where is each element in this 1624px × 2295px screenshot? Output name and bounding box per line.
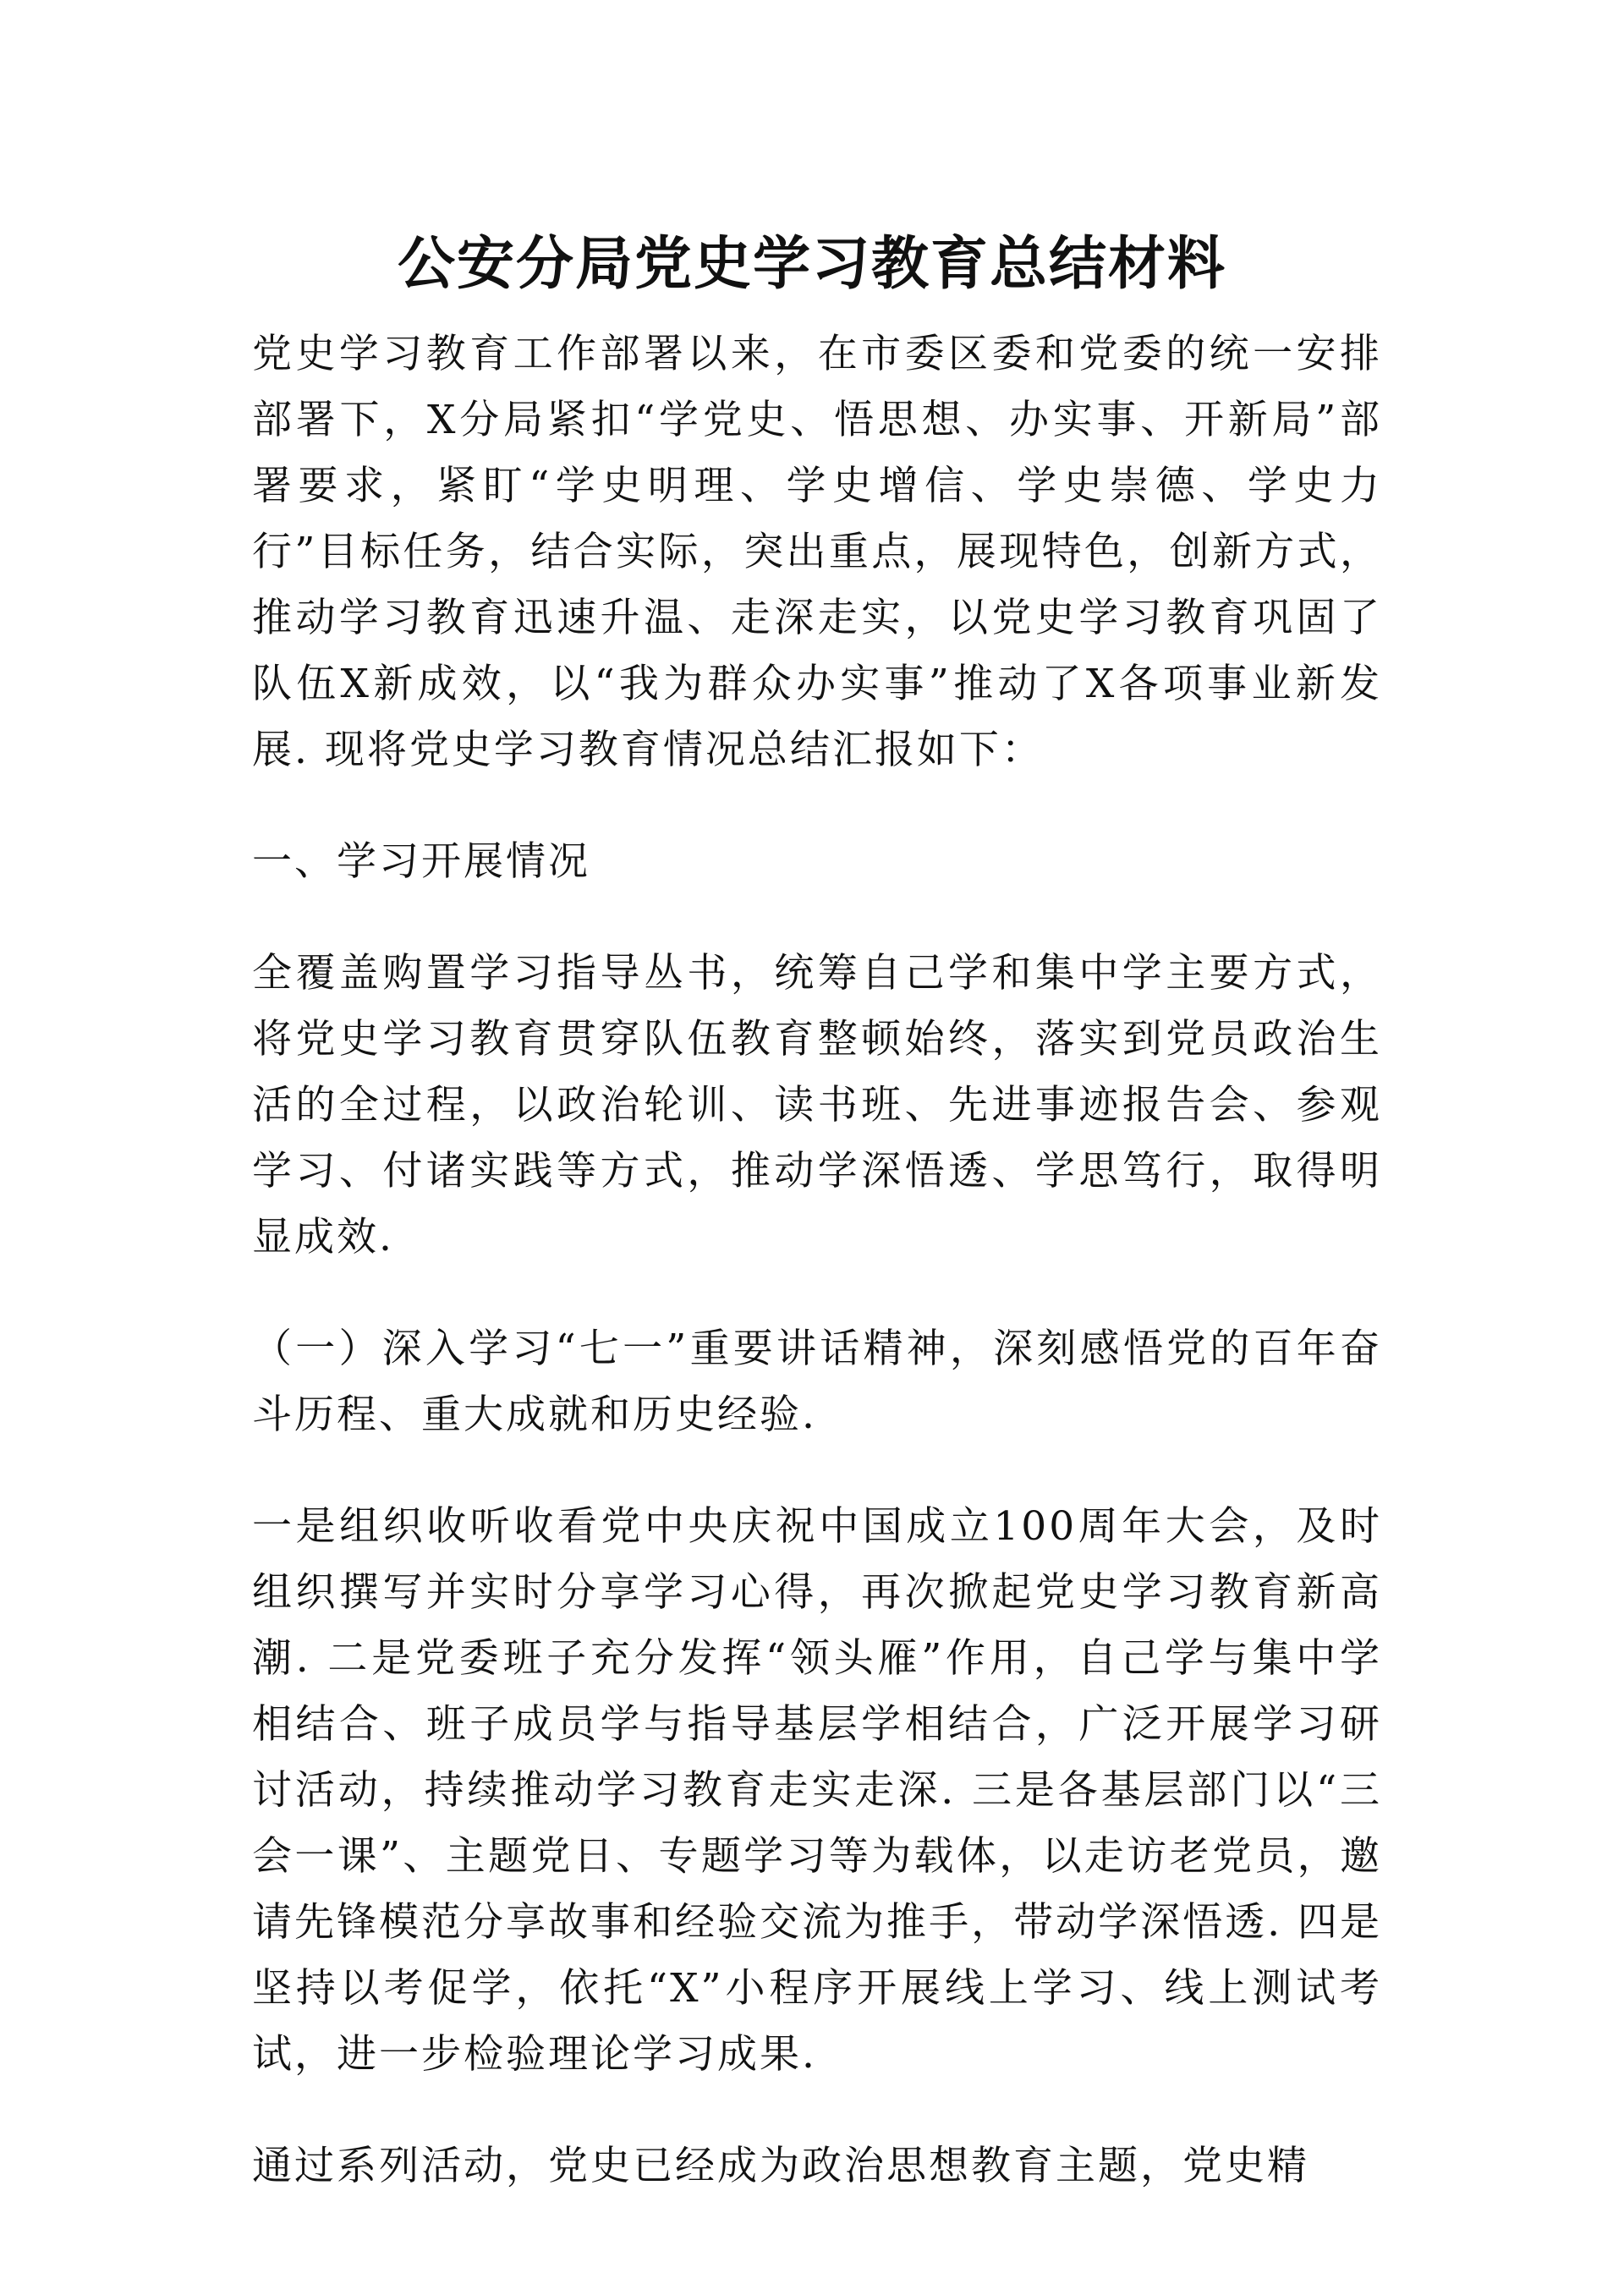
closing-paragraph: 通过系列活动，党史已经成为政治思想教育主题，党史精 bbox=[252, 2143, 1309, 2189]
subsection-paragraph: 一是组织收听收看党中央庆祝中国成立100周年大会，及时组织撰写并实时分享学习心得，再次掀起党史学习教育新高潮. 二是党委班子充分发挥“领头雁”作用，自己学与集中学相结合、班子成员学与指导基层学相结合，广泛开展学习研讨活动，持续推动学习教育走实走深. 三是各基层部门以“三会一课”、主题党日、专题学习等为载体，以走访老党员，邀请先锋模范分享故事和经验交流为推手，带动学深悟透. 四是坚持以考促学，依托“X”小程序开展线上学习、线上测试考试，进一步检验理论学习成果. bbox=[252, 1503, 1382, 2078]
intro-paragraph: 党史学习教育工作部署以来，在市委区委和党委的统一安排部署下，X分局紧扣“学党史、悟思想、办实事、开新局”部署要求，紧盯“学史明理、学史增信、学史崇德、学史力行”目标任务，结合实际，突出重点，展现特色，创新方式，推动学习教育迅速升温、走深走实，以党史学习教育巩固了队伍X新成效，以“我为群众办实事”推动了X各项事业新发展. 现将党史学习教育情况总结汇报如下： bbox=[252, 331, 1382, 773]
document-title: 公安分局党史学习教育总结材料 bbox=[397, 231, 1226, 298]
subsection-heading: （一）深入学习“七一”重要讲话精神，深刻感悟党的百年奋斗历程、重大成就和历史经验. bbox=[252, 1326, 1382, 1438]
section-heading: 一、学习开展情况 bbox=[252, 838, 590, 885]
section-paragraph: 全覆盖购置学习指导丛书，统筹自己学和集中学主要方式，将党史学习教育贯穿队伍教育整顿始终，落实到党员政治生活的全过程，以政治轮训、读书班、先进事迹报告会、参观学习、付诸实践等方式，推动学深悟透、学思笃行，取得明显成效. bbox=[252, 950, 1382, 1260]
document-body bbox=[252, 321, 1382, 2245]
